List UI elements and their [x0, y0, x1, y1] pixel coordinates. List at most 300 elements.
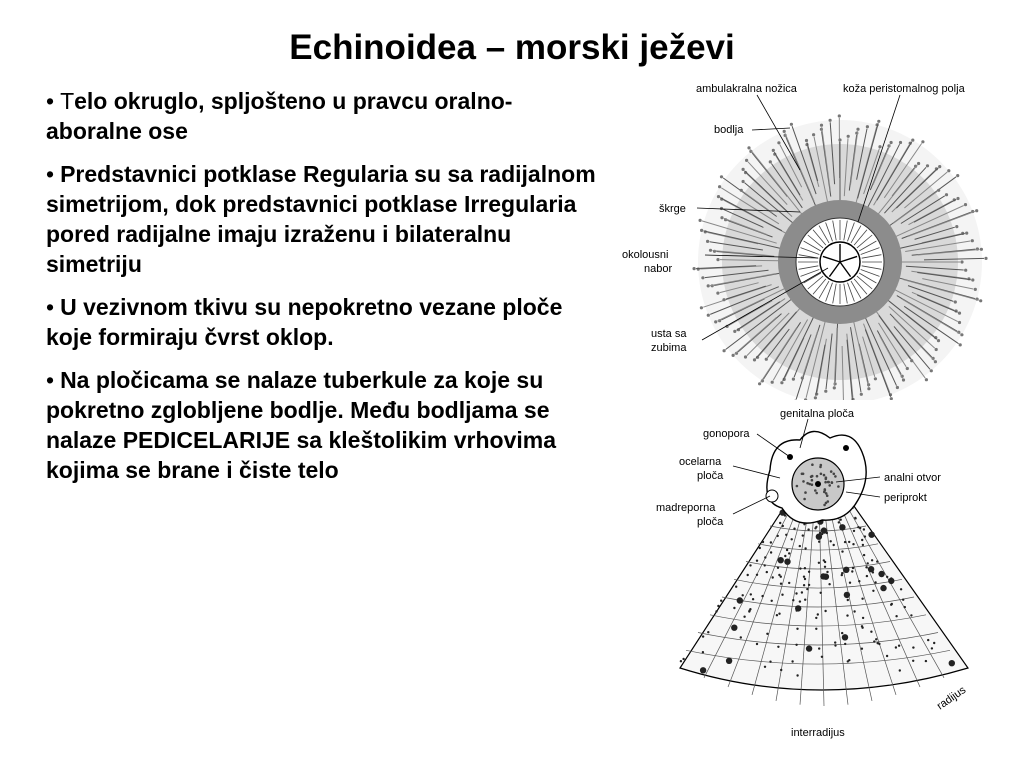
tubercle [795, 605, 801, 611]
spine-tip [742, 180, 745, 183]
tubercle [864, 535, 866, 537]
tubercle [880, 585, 886, 591]
tubercle [764, 564, 766, 566]
label-ambulakralna-nozica: ambulakralna nožica [696, 83, 797, 95]
spine-tip [790, 123, 793, 126]
spine-tip [701, 276, 704, 279]
tubercle [756, 560, 758, 562]
tubercle [863, 528, 865, 530]
spine-tip [765, 358, 768, 361]
tubercle [772, 576, 774, 578]
tubercle [743, 616, 745, 618]
tubercle [871, 559, 873, 561]
label-genitalna-ploca: genitalna ploča [780, 408, 855, 420]
tubercle [852, 567, 854, 569]
tubercle [895, 615, 897, 617]
madreporite [766, 490, 778, 502]
label-radijus: radijus [934, 684, 969, 713]
tubercle [776, 614, 778, 616]
tubercle [868, 566, 874, 572]
label-skrge: škrge [659, 203, 686, 215]
spine-tip [911, 139, 914, 142]
periproct-plate [833, 473, 836, 476]
spine-tip [771, 381, 774, 384]
label-okolousni: okolousni [622, 249, 669, 261]
spine-tip [838, 138, 841, 141]
tubercle [735, 586, 737, 588]
tubercle [756, 643, 758, 645]
spine-tip [758, 382, 761, 385]
tubercle [700, 667, 706, 673]
tubercle [849, 582, 851, 584]
tubercle [912, 660, 914, 662]
spine-tip [801, 376, 804, 379]
tubercle [818, 647, 820, 649]
periproct-plate [837, 485, 840, 488]
tubercle [779, 522, 781, 524]
periproct-plate [823, 474, 826, 477]
tubercle [762, 541, 764, 543]
tubercle [821, 527, 827, 533]
periproct-plate [816, 475, 819, 478]
tubercle [788, 552, 790, 554]
tubercle [863, 554, 865, 556]
periproct-plate [815, 492, 818, 495]
spine-tip [772, 149, 775, 152]
spine-tip [878, 145, 881, 148]
tubercle [853, 610, 855, 612]
spine-tip [714, 320, 717, 323]
spine-tip [820, 124, 823, 127]
spine-tip [838, 114, 841, 117]
tubercle [852, 543, 854, 545]
tubercle [895, 646, 897, 648]
spine-tip [964, 203, 967, 206]
tubercle [820, 592, 822, 594]
tubercle [925, 660, 927, 662]
anal-opening [815, 481, 821, 487]
tubercle [815, 628, 817, 630]
spine-tip [742, 168, 745, 171]
periproct-plate [831, 481, 834, 484]
tubercle [702, 651, 704, 653]
periproct-plate [811, 479, 814, 482]
periproct-plate [834, 475, 837, 478]
tubercle [818, 541, 820, 543]
label-madreporna: madreporna [656, 502, 716, 514]
tubercle [731, 625, 737, 631]
tubercle [807, 528, 809, 530]
tubercle [933, 642, 935, 644]
tubercle [861, 627, 863, 629]
periproct-plate [827, 481, 830, 484]
spine-tip [717, 195, 720, 198]
spine-tip [709, 249, 712, 252]
bullet-text: U vezivnom tkivu su nepokretno vezane ploče koje formiraju čvrst oklop. [46, 294, 563, 350]
tubercle [862, 617, 864, 619]
spine-tip [934, 360, 937, 363]
bullet-marker: • [46, 294, 55, 320]
tubercle [876, 560, 878, 562]
tubercle [862, 544, 864, 546]
tubercle [781, 594, 783, 596]
periproct-plate [820, 473, 823, 476]
tubercle [761, 595, 763, 597]
gonopore [843, 445, 849, 451]
tubercle [839, 524, 845, 530]
tubercle [715, 610, 717, 612]
tubercle [902, 599, 904, 601]
tubercle [788, 582, 790, 584]
tubercle [866, 575, 868, 577]
spine-tip [947, 169, 950, 172]
tubercle [841, 574, 843, 576]
spine-tip [890, 397, 893, 400]
tubercle [912, 646, 914, 648]
spine-tip [930, 369, 933, 372]
tubercle [847, 599, 849, 601]
periproct-plate [811, 463, 814, 466]
tubercle [844, 592, 850, 598]
spine-tip [814, 396, 817, 399]
spine-tip [794, 400, 797, 403]
tubercle [816, 534, 822, 540]
tubercle [702, 635, 704, 637]
tubercle [899, 669, 901, 671]
spine-tip [722, 298, 725, 301]
tubercle [740, 636, 742, 638]
tubercle [780, 583, 782, 585]
tubercle [791, 660, 793, 662]
tubercle [841, 550, 843, 552]
tubercle [844, 541, 846, 543]
tubercle [841, 632, 843, 634]
tubercle [840, 519, 842, 521]
tubercle [821, 656, 823, 658]
label-ocelarna-ploca: ploča [697, 470, 724, 482]
spine-tip [979, 299, 982, 302]
spine-tip [965, 232, 968, 235]
tubercle [823, 559, 825, 561]
spine-tip [917, 162, 920, 165]
tubercle [803, 584, 805, 586]
bullet-text: Na pločicama se nalaze tuberkule za koje su pokretno zglobljene bodlje. Među bodljama se nalaze PEDICELARIJE sa kleštolikim vrhovima kojima se brane i čiste telo [46, 367, 557, 483]
tubercle [799, 545, 801, 547]
periproct-plate [824, 481, 827, 484]
tubercle [846, 614, 848, 616]
tubercle [778, 557, 784, 563]
spine-tip [971, 278, 974, 281]
spine-tip [877, 120, 880, 123]
tubercle [793, 528, 795, 530]
spine-tip [980, 248, 983, 251]
slide-title: Echinoidea – morski ježevi [289, 28, 735, 67]
label-gonopora: gonopora [703, 428, 750, 440]
spine-tip [867, 387, 870, 390]
periproct-plate [825, 492, 828, 495]
spine-tip [971, 239, 974, 242]
spine-tip [700, 306, 703, 309]
tubercle [815, 617, 817, 619]
tubercle [886, 655, 888, 657]
sea-urchin-oral-view [693, 114, 988, 409]
tubercle [842, 634, 848, 640]
tubercle [784, 514, 786, 516]
label-koza-peristomalnog-polja: koža peristomalnog polja [843, 83, 965, 95]
tubercle [780, 669, 782, 671]
tubercle [726, 658, 732, 664]
tubercle [861, 598, 863, 600]
spine-tip [896, 386, 899, 389]
tubercle [927, 639, 929, 641]
spine-tip [937, 339, 940, 342]
label-usta-sa: usta sa [651, 328, 687, 340]
tubercle [877, 642, 879, 644]
spine-tip [847, 135, 850, 138]
spine-tip [958, 312, 961, 315]
spine-tip [956, 197, 959, 200]
tubercle [785, 534, 787, 536]
spine-tip [716, 258, 719, 261]
tubercle [802, 534, 804, 536]
bullet-text: Predstavnici potklase Regularia su sa radijalnom simetrijom, dok predstavnici potklase Irregularia pored radijalne imaju izraženu i bilateralnu simetriju [46, 161, 596, 277]
tubercle [824, 610, 826, 612]
tubercle [737, 597, 743, 603]
tubercle [870, 631, 872, 633]
spine-tip [938, 165, 941, 168]
tubercle [769, 661, 771, 663]
spine-tip [906, 367, 909, 370]
tubercle [799, 567, 801, 569]
spine-tip [805, 139, 808, 142]
periproct-plate [825, 476, 828, 479]
tubercle [838, 521, 840, 523]
tubercle [891, 603, 893, 605]
spine-tip [792, 378, 795, 381]
spine-tip [699, 219, 702, 222]
spine-tip [777, 141, 780, 144]
tubercle [777, 567, 779, 569]
spine-tip [812, 133, 815, 136]
tubercle [851, 570, 853, 572]
bullet-marker: • [46, 367, 55, 393]
spine-tip [744, 355, 747, 358]
tubercle [847, 660, 849, 662]
tubercle [764, 556, 766, 558]
periproct-plate [811, 475, 814, 478]
tubercle [795, 592, 797, 594]
periproct-plate [796, 485, 799, 488]
tubercle [824, 566, 826, 568]
tubercle [834, 641, 836, 643]
spine-tip [921, 140, 924, 143]
bullet-marker: • [46, 88, 55, 114]
tubercle [826, 571, 828, 573]
tubercle [820, 573, 826, 579]
tubercle [804, 547, 806, 549]
tubercle [949, 660, 955, 666]
tubercle [803, 576, 805, 578]
tubercle [874, 581, 876, 583]
tubercle [834, 644, 836, 646]
tubercle [878, 571, 884, 577]
tubercle [873, 640, 875, 642]
tubercle [749, 564, 751, 566]
tubercle [717, 605, 719, 607]
spine-tip [783, 130, 786, 133]
periproct-plate [820, 464, 823, 467]
spine-tip [707, 314, 710, 317]
tubercle [804, 599, 806, 601]
tubercle [900, 588, 902, 590]
periproct-plate [823, 504, 826, 507]
tubercle [780, 576, 782, 578]
tubercle [756, 574, 758, 576]
label-ocelarna: ocelarna [679, 456, 722, 468]
label-analni-otvor: analni otvor [884, 472, 941, 484]
tubercle [858, 580, 860, 582]
periproct-plate [830, 470, 833, 473]
spine-tip [899, 141, 902, 144]
bullet-lead: T [60, 88, 75, 114]
spine-tip [824, 390, 827, 393]
tubercle [865, 566, 867, 568]
tubercle [833, 544, 835, 546]
tubercle [817, 613, 819, 615]
tubercle [808, 584, 810, 586]
tubercle [764, 666, 766, 668]
spine-tip [975, 209, 978, 212]
tubercle [806, 645, 812, 651]
spine-tip [733, 330, 736, 333]
tubercle [752, 598, 754, 600]
tubercle [886, 576, 888, 578]
tubercle [770, 551, 772, 553]
tubercle [904, 606, 906, 608]
tubercle [796, 674, 798, 676]
spine-tip [745, 159, 748, 162]
spine-tip [954, 300, 957, 303]
spine-tip [769, 160, 772, 163]
spine-tip [753, 358, 756, 361]
spine-tip [804, 398, 807, 401]
tubercle [792, 599, 794, 601]
spine-tip [974, 288, 977, 291]
label-nabor: nabor [644, 263, 673, 275]
spine-tip [829, 119, 832, 122]
tubercle [898, 645, 900, 647]
spine-tip [740, 189, 743, 192]
tubercle [777, 535, 779, 537]
spine-tip [833, 386, 836, 389]
tubercle [747, 574, 749, 576]
tubercle [784, 559, 790, 565]
spine-tip [925, 378, 928, 381]
tubercle [872, 590, 874, 592]
tubercle [808, 571, 810, 573]
tubercle [749, 608, 751, 610]
tubercle [770, 541, 772, 543]
spine-tip [723, 349, 726, 352]
spine-tip [955, 225, 958, 228]
spine-tip [926, 164, 929, 167]
tubercle [848, 541, 850, 543]
tubercle [857, 526, 859, 528]
spine-tip [720, 175, 723, 178]
spine-tip [937, 189, 940, 192]
periproct-plate [802, 480, 805, 483]
spine-tip [860, 393, 863, 396]
tubercle [786, 549, 788, 551]
tubercle [818, 562, 820, 564]
tubercle [861, 648, 863, 650]
tubercle [720, 600, 722, 602]
tubercle [854, 517, 856, 519]
spine-tip [707, 284, 710, 287]
label-madreporna-ploca: ploča [697, 516, 724, 528]
tubercle [680, 660, 682, 662]
spine-tip [874, 377, 877, 380]
spine-tip [718, 185, 721, 188]
periproct-plate [801, 473, 804, 476]
label-bodlja: bodlja [714, 124, 744, 136]
tubercle [707, 631, 709, 633]
tubercle [791, 538, 793, 540]
tubercle [875, 638, 877, 640]
periproct-plate [803, 498, 806, 501]
spine-tip [964, 269, 967, 272]
tubercle [766, 633, 768, 635]
bullet-marker: • [46, 161, 55, 187]
tubercle [771, 600, 773, 602]
spine-tip [716, 292, 719, 295]
tubercle [843, 567, 849, 573]
spine-tip [960, 260, 963, 263]
tubercle [742, 594, 744, 596]
tubercle [682, 658, 684, 660]
tubercle [796, 628, 798, 630]
tubercle [777, 646, 779, 648]
tubercle [795, 644, 797, 646]
periproct-plate [824, 489, 827, 492]
periproct-plate [828, 484, 831, 487]
spine-tip [780, 381, 783, 384]
periproct-plate [814, 489, 817, 492]
tubercle [815, 526, 817, 528]
bullet-text: elo okruglo, spljošteno u pravcu oralno-aboralne ose [46, 88, 513, 144]
periproct-plate [808, 483, 811, 486]
tubercle [804, 567, 806, 569]
spine-tip [693, 267, 696, 270]
spine-tip [956, 174, 959, 177]
spine-tip [866, 125, 869, 128]
tubercle [750, 593, 752, 595]
spine-tip [747, 146, 750, 149]
spine-tip [706, 240, 709, 243]
tubercle [888, 578, 894, 584]
spine-tip [890, 141, 893, 144]
tubercle [910, 614, 912, 616]
periproct-plate [804, 491, 807, 494]
tubercle [733, 607, 735, 609]
spine-tip [959, 343, 962, 346]
spine-tip [851, 402, 854, 405]
spine-tip [720, 207, 723, 210]
tubercle [801, 591, 803, 593]
tubercle [830, 540, 832, 542]
tubercle [782, 525, 784, 527]
spine-tip [945, 193, 948, 196]
